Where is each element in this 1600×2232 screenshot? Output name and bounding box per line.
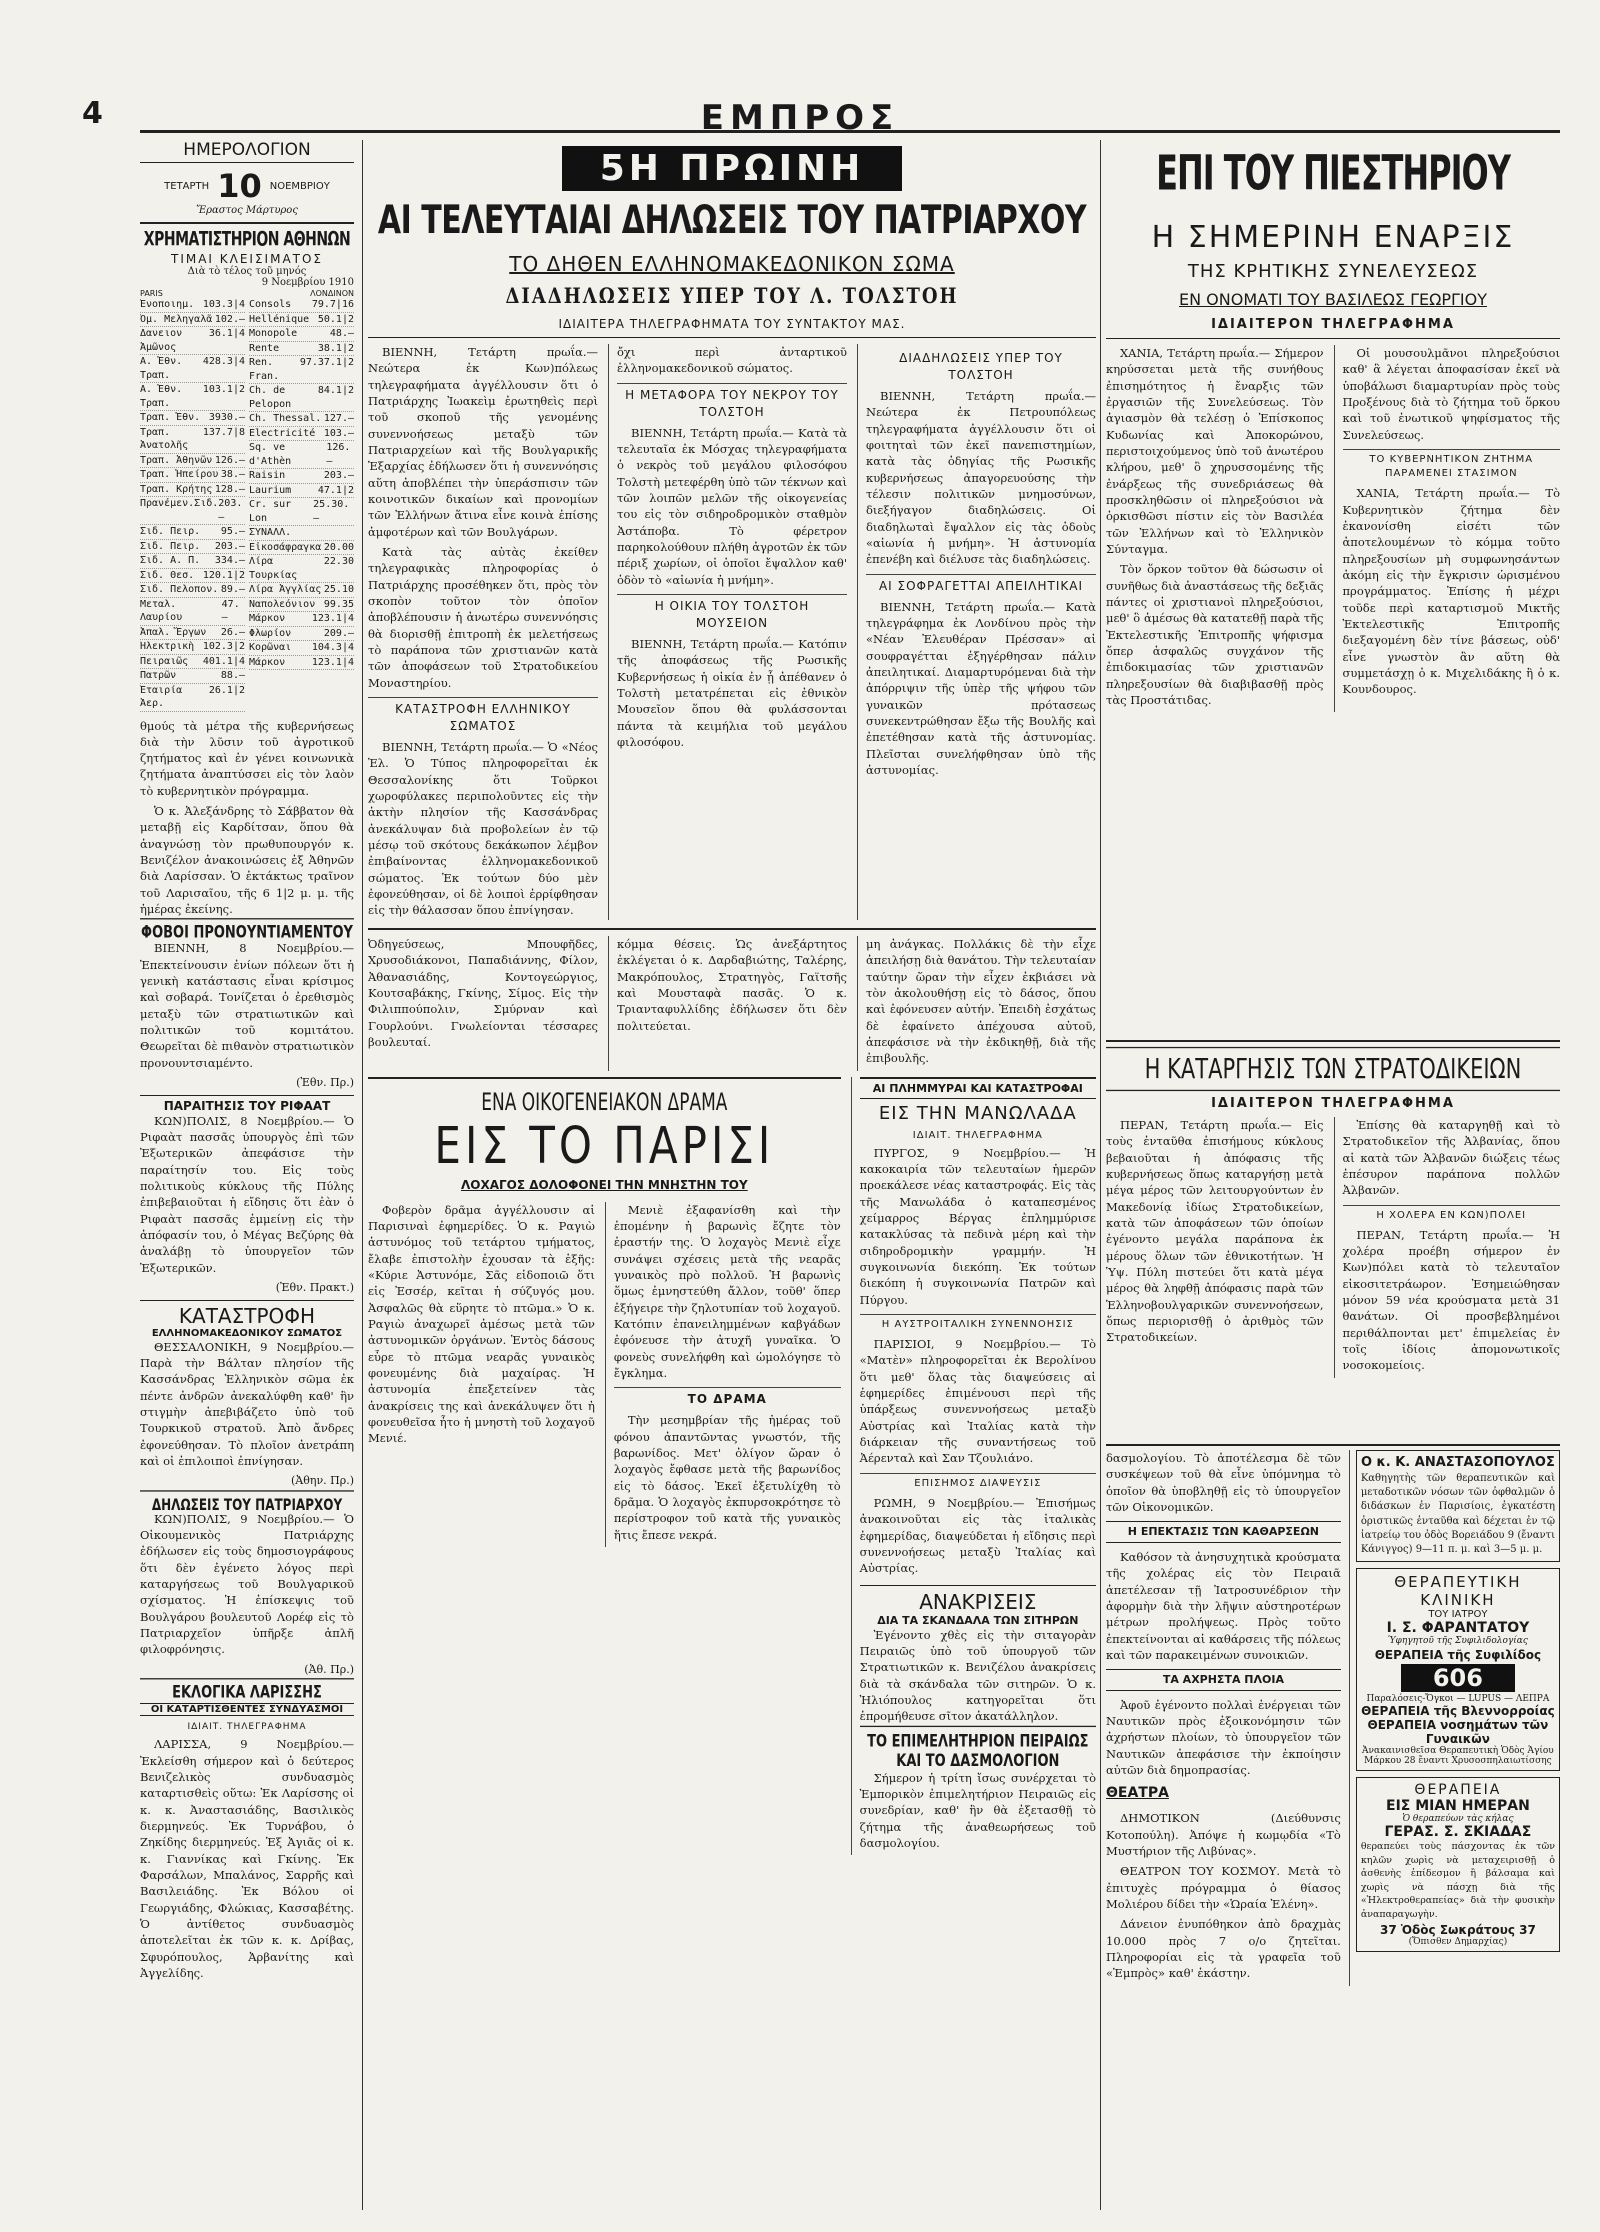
courts-telegram-label: ΙΔΙΑΙΤΕΡΟΝ ΤΗΛΕΓΡΑΦΗΜΑ	[1211, 1096, 1455, 1111]
exchange-security-price: 103.—	[323, 427, 354, 439]
exchange-security-name: Μάρκον	[249, 613, 286, 624]
exchange-security-name: Ἑταιρία Ἀερ.	[140, 684, 183, 709]
article-paragraph: ΔΗΜΟΤΙΚΟΝ (Διεύθυνσις Κοτοπούλη). Ἀπόψε ἡ κωμῳδία «Τὸ Μυστήριον τῆς Λιβύνας».	[1106, 1811, 1341, 1858]
front-deck: ΤΟ ΔΗΘΕΝ ΕΛΛΗΝΟΜΑΚΕΔΟΝΙΚΟΝ ΣΩΜΑ	[509, 252, 955, 276]
article-paragraph: θμούς τὰ μέτρα τῆς κυβερνήσεως διὰ τὴν λῦσιν τοῦ ἀγροτικοῦ ζητήματος καὶ ἐν γένει κοινωνικὰ ζητήματα ἀναπτύσσει εἰς τὸν λαὸν τὸ κυβερνητικὸν πρόγραμμα.	[140, 718, 354, 798]
ad-address: Ἀνακαινισθεῖσα Θεραπευτικὴ Ὁδὸς Ἁγίου Μάρκου 28 ἔναντι Χρυσοσπηλαιωτίσσης	[1362, 1746, 1554, 1767]
front-note: ΙΔΙΑΙΤΕΡΑ ΤΗΛΕΓΡΑΦΗΜΑΤΑ ΤΟΥ ΣΥΝΤΑΚΤΟΥ ΜΑΣ.	[368, 317, 1096, 338]
front-col-2	[608, 344, 847, 920]
lower-strip-mid	[608, 936, 847, 1071]
article-paragraph: ΘΕΣΣΑΛΟΝΙΚΗ, 9 Νοεμβρίου.— Παρὰ τὴν Βάλταν πλησίον τῆς Κασσάνδρας Ἑλληνικὸν σῶμα ἐκ πέντε ἀνδρῶν ἀνεκαλύφθη καθ' ἣν στιγμὴν ἀπεβιβάζετο ὑπὸ τοῦ Τουρκικοῦ στρατοῦ. Ἀπὸ ἄνδρες ἐφονεύθησαν. Τὸ πλοῖον ἀνετράπη καὶ οἱ ἐπιλοιποὶ ἐπνίγησαν.	[140, 1339, 354, 1468]
crete-title: ΕΠΙ ΤΟΥ ΠΙΕΣΤΗΡΙΟΥ	[1156, 144, 1510, 202]
exchange-row	[140, 640, 245, 655]
port-title: ΤΟ ΕΠΙΜΕΛΗΤΗΡΙΟΝ ΠΕΙΡΑΙΩΣ ΚΑΙ ΤΟ ΔΑΣΜΟΛΟΓΙΟΝ	[860, 1725, 1096, 1771]
article-paragraph: ΚΩΝ)ΠΟΛΙΣ, 8 Νοεμβρίου.— Ὁ Ριφαὰτ πασσᾶς ὑπουργὸς ἐπὶ τῶν Ἐξωτερικῶν ἀπεφάσισε τὴν παραίτησίν του. Εἰς τοὺς πολιτικοὺς κύκλους τῆς Πύλης ἐπιβεβαιοῦται ἡ εἴδησις ὅτι ἐὰν ὁ Ριφαὰτ πασσᾶς ἐμμείνῃ εἰς τὴν ἀπόφασίν του, ὁ Μέγας Βεζύρης θὰ ἀναλάβῃ τὸ ὑπουργεῖον τῶν Ἐξωτερικῶν.	[140, 1113, 354, 1275]
ad-line: ΘΕΡΑΠΕΙΑ τῆς Συφιλίδος	[1374, 1648, 1542, 1663]
article-paragraph: ΡΩΜΗ, 9 Νοεμβρίου.— Ἐπισήμως ἀνακοινοῦται εἰς τὰς ἰταλικὰς ἐφημερίδας, διαψεύδεται ἡ εἴδησις περὶ συνεννοήσεως μεταξὺ Ἰταλίας καὶ Αὐστρίας.	[859, 1495, 1096, 1576]
article-paragraph: ΘΕΑΤΡΟΝ ΤΟΥ ΚΟΣΜΟΥ. Μετὰ τὸ ἐπιτυχὲς πρόγραμμα ὁ θίασος Μολιέρου δίδει τὴν «Ὡραία Ἑλένη».	[1106, 1864, 1341, 1911]
article-paragraph: Ἀφοῦ ἐγένοντο πολλαὶ ἐνέργειαι τῶν Ναυτικῶν πρὸς ἐξοικονόμησιν τῶν ἀχρήστων πλοίων, τὸ ὑπουργεῖον τῶν Ναυτικῶν ἀπεφάσισε τὴν ἐκποίησιν αὐτῶν διὰ δημοπρασίας.	[1106, 1697, 1341, 1778]
exchange-security-name: Δανειον Ἀμῶνος	[140, 328, 183, 353]
calendar-month: ΝΟΕΜΒΡΙΟΥ	[269, 180, 330, 192]
article-subheading: Η ΟΙΚΙΑ ΤΟΥ ΤΟΛΣΤΟΗ ΜΟΥΣΕΙΟΝ	[617, 594, 847, 632]
exchange-row	[249, 583, 354, 598]
exchange-security-price: 38.—	[220, 469, 245, 480]
ad-address: 37 Ὁδὸς Σωκράτους 37	[1379, 1923, 1536, 1938]
article-subheading: ΑΙ ΣΟΦΡΑΓΕΤΤΑΙ ΑΠΕΙΛΗΤΙΚΑΙ	[866, 574, 1096, 595]
lower-strip	[368, 936, 1096, 1071]
right-lower-ads	[1349, 1450, 1560, 1986]
section-rule	[1106, 1040, 1560, 1042]
drama-col-1	[368, 1202, 595, 1547]
exchange-security-name: Hellénique	[249, 313, 310, 325]
exchange-security-price: 102.—	[214, 313, 245, 325]
section-title: ΕΚΛΟΓΙΚΑ ΛΑΡΙΣΣΗΣ	[140, 1679, 354, 1704]
floods-title: ΑΙ ΠΛΗΜΜΥΡΑΙ ΚΑΙ ΚΑΤΑΣΤΡΟΦΑΙ	[860, 1077, 1096, 1099]
exchange-row	[140, 426, 245, 454]
section-title: ΤΑ ΑΧΡΗΣΤΑ ΠΛΟΙΑ	[1106, 1669, 1341, 1691]
inquiry-body	[860, 1627, 1096, 1725]
exchange-security-name: Πρανέμεν.Σιδ.	[140, 498, 219, 509]
telegram-label: ΙΔΙΑΙΤ. ΤΗΛΕΓΡΑΦΗΜΑ	[912, 1129, 1043, 1141]
courts-col-2	[1334, 1117, 1561, 1378]
exchange-row	[140, 411, 245, 426]
exchange-security-name: Φλωρίον	[249, 627, 292, 639]
exchange-subtitle: ΤΙΜΑΙ ΚΛΕΙΣΙΜΑΤΟΣ	[170, 252, 324, 266]
ad-line: Παραλόσεις-Ὄγκοι — LUPUS — ΛΕΠΡΑ	[1366, 1694, 1550, 1705]
exchange-security-price: 401.1|4	[202, 655, 245, 667]
exchange-row	[140, 669, 245, 684]
exchange-row	[140, 569, 245, 584]
exchange-security-price: 203.—	[214, 540, 245, 552]
exchange-row	[140, 454, 245, 469]
article-paragraph: ΒΙΕΝΝΗ, Τετάρτη πρωΐα.— Κατὰ τὰ τελευταῖα ἐκ Μόσχας τηλεγραφήματα ὁ νεκρὸς τοῦ μεγάλου φιλοσόφου Τολστὴ μετεφέρθη ὑπὸ τῶν τέκνων καὶ τῶν λοιπῶν μελῶν τῆς οἰκογενείας του εἰς τὸν σιδηροδρομικὸν σταθμὸν Ἀστάποβα. Τὸ φέρετρον παρηκολούθουν πλήθη ἀγροτῶν ἐκ τῶν πέριξ χωρίων, οἱ ὁποῖοι ἔψαλλον καθ' ὁδὸν τὸ «αἰωνία ἡ μνήμη».	[617, 425, 847, 587]
exchange-security-price: 103.1|2	[202, 384, 245, 395]
section-title: ΚΑΤΑΣΤΡΟΦΗ	[140, 1300, 354, 1328]
exchange-security-price: 47.1|2	[317, 484, 354, 496]
exchange-row	[249, 598, 354, 613]
exchange-security-price: 120.1|2	[202, 569, 245, 581]
exchange-security-price: 137.7|8	[202, 426, 245, 438]
ad-address-note: (Ὄπισθεν Δημαρχίας)	[1408, 1937, 1508, 1948]
exchange-security-name: Rente	[249, 342, 280, 354]
exchange-row	[249, 555, 354, 583]
exchange-security-price: 103.3|4	[202, 299, 245, 310]
ad-sub: ΤΟΥ ΙΑΤΡΟΥ	[1428, 1609, 1488, 1621]
article-paragraph: Ἐγένοντο χθὲς εἰς τὴν σιταγορὰν Πειραιῶς ὑπὸ τοῦ ὑπουργοῦ τῶν Στρατιωτικῶν κ. Βενιζέλου ἀνακρίσεις διὰ τὰ σκάνδαλα τῶν σιτηρῶν. Ὁ κ. Ἠλιόπουλος κατηγορεῖται ὅτι ἐπρομήθευσε σῖτον ἀκατάλληλον.	[859, 1627, 1096, 1724]
exchange-row	[249, 656, 354, 671]
drama-kicker: ΕΝΑ ΟΙΚΟΓΕΝΕΙΑΚΟΝ ΔΡΑΜΑ	[481, 1088, 728, 1117]
exchange-row	[249, 356, 354, 384]
right-lower-news	[1106, 1450, 1341, 1986]
article-paragraph: μη ἀνάγκας. Πολλάκις δὲ τὴν εἶχε ἀπειλήσῃ διὰ θανάτου. Τὴν τελευταίαν ταύτην ὥραν τὴν εἶχεν ἐκβιάσει νὰ τὸν ἀκολουθήσῃ εἰς τὸ δάσος, ὅπου καὶ ἐφόνευσεν αὐτήν. Ἐπειδὴ ἐσχάτως δὲ ἐφαίνετο ἀπέχουσα αὐτοῦ, ἀπεφάσισε νὰ τὴν ἐκδικηθῇ, διὰ τῆς ἐπιβουλῆς.	[866, 937, 1096, 1066]
exchange-security-price: 104.3|4	[311, 642, 354, 653]
ad-clinic	[1356, 1568, 1560, 1771]
ad-spec: Ὁ θεραπεύων τὰς κήλας	[1402, 1814, 1514, 1825]
article-paragraph: ΠΑΡΙΣΙΟΙ, 9 Νοεμβρίου.— Τὸ «Ματὲν» πληροφορεῖται ἐκ Βερολίνου ὅτι μεθ' ὅλας τὰς διαψεύσεις αἱ ἐφημερίδες ἐπιμένουσι περὶ τῆς ὑπάρξεως συνεννοήσεως μεταξὺ Αὐστρίας καὶ Ἰταλίας κατὰ τὴν διάρκειαν τῆς συναντήσεως τοῦ Ἀέρενταλ καὶ Σαν Τζουλιάνο.	[859, 1337, 1096, 1466]
ad-spec: Ὑφηγητοῦ τῆς Συφιλιδολογίας	[1387, 1636, 1528, 1647]
article-paragraph: Ὀδηγεύσεως, Μπουφῆδες, Χρυσοδιάκονοι, Παπαδιάννης, Φίλον, Ἀθανασιάδης, Κοντογεώργιος, Κουτσαβάκης, Γκίνης, Σίμος. Εἰς τὴν Φιλιππούπολιν, Σμύρναν καὶ Γουρλούνι. Γνωλείονται τέσσαρες βουλευταί.	[368, 937, 598, 1049]
exchange-security-price: 203.—	[323, 470, 354, 481]
exchange-security-price: 25.30.—	[313, 499, 350, 524]
section-subtitle: ΟΙ ΚΑΤΑΡΤΙΣΘΕΝΤΕΣ ΣΥΝΔΥΑΣΜΟΙ	[140, 1703, 354, 1716]
exchange-security-price: 428.3|4	[202, 356, 245, 367]
exchange-row	[249, 612, 354, 627]
exchange-row	[249, 342, 354, 357]
exchange-security-name: Ὁμ. Μεληγαλᾶ	[140, 313, 213, 325]
exchange-row	[140, 483, 245, 498]
exchange-security-name: Σιδ. Πελοπον.	[140, 584, 219, 595]
exchange-security-name: Τραπ. Ἐθν.	[140, 412, 201, 423]
exchange-row	[140, 554, 245, 569]
exchange-security-price: 95.—	[220, 526, 245, 537]
exchange-security-name: Ἀπαλ. Ἔργων	[140, 626, 207, 638]
exchange-security-name: Λίρα Τουρκίας	[249, 556, 298, 581]
article-paragraph: ΚΩΝ)ΠΟΛΙΣ, 9 Νοεμβρίου.— Ὁ Οἰκουμενικὸς Πατριάρχης ἐδήλωσεν εἰς τοὺς δημοσιογράφους ὅτι δὲν ἐγένετο λόγος περὶ καταργήσεως τοῦ Βουλγαρικοῦ σχίσματος. Ἡ ἐπίσκεψις τοῦ Βουλγάρου βουλευτοῦ Λορέφ εἰς τὸ Πατριαρχεῖον ὑπῆρξε ἁπλῆ φιλοφρόνησις.	[140, 1511, 354, 1657]
article-paragraph: ΧΑΝΙΑ, Τετάρτη πρωΐα.— Σήμερον κηρύσσεται μετὰ τῆς συνήθους ἐπισημότητος ἡ ἔναρξις τῶν ἐργασιῶν τῆς Συνελεύσεως. Τὸν ἁγιασμὸν θὰ τελέσῃ ὁ Ἐπίσκοπος Κυδωνίας καὶ Ἀποκορώνου, περιστοιχούμενος ὑπὸ τοῦ ἀνωτέρου κλήρου, μεθ' ὃ χηρυσσομένης τῆς ἐνάρξεως τῆς συνεδριάσεως θὰ προσκληθῶσιν οἱ πληρεξούσιοι νὰ ὁρκισθῶσι πίστιν εἰς τὸν Βασιλέα τῶν Ἑλλήνων καὶ τὸ Ἑλληνικὸν Σύνταγμα.	[1106, 346, 1324, 556]
exchange-row	[140, 598, 245, 626]
article-paragraph: Καθόσον τὰ ἀνησυχητικὰ κρούσματα τῆς χολέρας εἰς τὸν Πειραιᾶ ἀπετέλεσαν τῇ Ἰατροσυνέδριον τὴν ἀφορμὴν διὰ τὴν λῆψιν αὐστηροτέρων μέτρων προλήψεως. Πρὸς τοῦτο ἐπεκτείνονται αἱ καθάρσεις τῆς πόλεως καὶ τῶν παρακειμένων συνοικιῶν.	[1106, 1549, 1341, 1662]
calendar-weekday: ΤΕΤΑΡΤΗ	[164, 180, 210, 192]
calendar-title: ΗΜΕΡΟΛΟΓΙΟΝ	[140, 140, 354, 163]
article-paragraph: κόμμα θέσεις. Ὡς ἀνεξάρτητος ἐκλέγεται ὁ κ. Δαρδαβιώτης, Ταλέρης, Μακρόπουλος, Στρατηγὸς, Γαϊτσῆς καὶ Μουσταφὰ πασᾶς. Ὁ κ. Τριανταφυλλίδης ἐδήλωσεν ὅτι δὲν πολιτεύεται.	[617, 937, 847, 1033]
article-paragraph: Ἐπίσης θὰ καταργηθῇ καὶ τὸ Στρατοδικεῖον τῆς Ἀλβανίας, ὅπου αἱ κατὰ τῶν Ἀλβανῶν διώξεις τέως ἐπέσυρον παράπονα πολλῶν Ἀλβανῶν.	[1342, 1118, 1560, 1198]
calendar-day: 10	[217, 167, 262, 205]
exchange-security-price: 3930.—	[208, 412, 245, 423]
exchange-paris: ΛΟΝΔΙΝΟΝ	[310, 289, 354, 298]
exchange-row	[249, 384, 354, 412]
left-column	[140, 140, 354, 2210]
exchange-row	[249, 541, 354, 556]
ad-sub: ΕΙΣ ΜΙΑΝ ΗΜΕΡΑΝ	[1386, 1798, 1530, 1815]
exchange-security-name: Τραπ. Κρήτης	[140, 483, 213, 495]
exchange-left-column	[140, 298, 245, 712]
exchange-security-price: 84.1|2	[317, 385, 354, 396]
article-paragraph: Τὴν μεσημβρίαν τῆς ἡμέρας τοῦ φόνου ἀπαντῶντας γνωστόν, τῆς βαρωνίδος. Μετ' ὀλίγον ὥραν ὁ λοχαγὸς ἔφθασε μετὰ τῆς βαρωνίδος εἰς τὸ δάσος. Ἐκεῖ ἐξετυλίχθη τὸ δρᾶμα. Ὁ λοχαγὸς ἐκπυρσοκρότησε τὸ περίστροφον τοῦ κατὰ τῆς γυναικὸς ἥτις ἔπεσε νεκρά.	[613, 1413, 841, 1542]
exchange-security-name: Monopole	[249, 328, 298, 339]
exchange-row	[249, 627, 354, 642]
exchange-row	[140, 525, 245, 540]
exchange-security-name: Ch. de Pelopon	[249, 385, 292, 410]
exchange-security-name: Cr. sur Lon	[249, 499, 292, 524]
inquiry-title: ΑΝΑΚΡΙΣΕΙΣ	[860, 1585, 1096, 1614]
theatre-title: ΘΕΑΤΡΑ	[1106, 1785, 1169, 1802]
exchange-security-name: Πειραιῶς	[140, 655, 189, 667]
exchange-security-name: Ch. Thessal.	[249, 413, 322, 424]
courts-title: Η ΚΑΤΑΡΓΗΣΙΣ ΤΩΝ ΣΤΡΑΤΟΔΙΚΕΙΩΝ	[1106, 1047, 1560, 1091]
front-deck-2: ΔΙΑΔΗΛΩΣΕΙΣ ΥΠΕΡ ΤΟΥ Λ. ΤΟΛΣΤΟΗ	[505, 283, 959, 310]
exchange-row	[140, 626, 245, 641]
article-paragraph: Φοβερὸν δρᾶμα ἀγγέλλουσιν αἱ Παρισιναὶ ἐφημερίδες. Ὁ κ. Ραγιὼ ἀστυνόμος τοῦ τετάρτου τμήματος, ἔλαβε ἐπιστολὴν ἐχουσαν τὰ ἑξῆς: «Κύριε Ἀστυνόμε, Σᾶς εἰδοποιῶ ὅτι εἰς Ἐσσέρ, κεῖται ἡ σύζυγός μου. Ἀσφαλῶς θὰ εὕρητε τὸ πτῶμα.» Ὁ κ. Ραγιὼ ἀναχωρεῖ ἀμέσως μετὰ τῶν ἀστυνομικῶν ὀργάνων. Ἐντὸς δάσους εὗρε τὸ πτῶμα νεαρᾶς γυναικὸς φονευμένης διὰ μαχαίρας. Ἡ ἀστυνομία ἐπεξετείνεν τὰς ἀνακρίσεις της καὶ ἀνεκάλυψεν ὅτι ἡ φονευθεῖσα ἦτο ἡ μνηστὴ τοῦ λοχαγοῦ Μενιέ.	[368, 1202, 595, 1446]
article-paragraph: ΒΙΕΝΝΗ, Τετάρτη πρωΐα.— Νεώτερα ἐκ Πετρουπόλεως τηλεγραφήματα ἀγγέλλουσιν ὅτι οἱ φοιτηταὶ τῶν ἐκεῖ πανεπιστημίων, κατὰ τὰς ὁδηγίας τῆς Ρωσικῆς κυβερνήσεως ἀπαγορευούσης τὴν τέλεσιν πολιτικῶν μνημοσύνων, διεξήγαγον διαδηλώσεις. Οἱ διαδηλωταὶ ἔψαλλον εἰς τὰς ὁδοὺς «αἰωνία ἡ μνήμη». Ἡ ἀστυνομία ἐπενέβη καὶ διέλυσε τὰς διαδηλώσεις.	[866, 389, 1096, 567]
exchange-row	[140, 655, 245, 670]
exchange-right-column	[249, 298, 354, 712]
exchange-title: ΧΡΗΜΑΤΙΣΤΗΡΙΟΝ ΑΘΗΝΩΝ	[143, 228, 351, 252]
exchange-row	[249, 298, 354, 313]
exchange-security-name: Ἐνοποιημ.	[140, 299, 195, 310]
exchange-row	[249, 498, 354, 526]
page-number: 4	[82, 96, 103, 131]
article-paragraph: Σήμερον ἡ τρίτη ἴσως συνέρχεται τὸ Ἐμπορικὸν ἐπιμελητήριον Πειραιῶς εἰς συνεδρίαν, καθ' ἣν θὰ ἐξετασθῇ τὸ ζήτημα τῆς ἀναθεωρήσεως τοῦ δασμολογίου.	[859, 1770, 1096, 1850]
exchange-security-name: Electricité	[249, 427, 316, 439]
crete-headline: Η ΣΗΜΕΡΙΝΗ ΕΝΑΡΞΙΣ	[1151, 220, 1515, 255]
exchange-security-price: 50.1|2	[317, 313, 354, 325]
exchange-security-price: 128.—	[214, 483, 245, 495]
left-article-2	[140, 1113, 354, 1296]
ad-title: ΘΕΡΑΠΕΙΑ	[1414, 1782, 1502, 1799]
right-lower	[1106, 1450, 1560, 2210]
crete-news	[1106, 140, 1560, 940]
exchange-security-name: Ren. Fran.	[249, 357, 280, 382]
exchange-row	[140, 540, 245, 555]
article-paragraph: ΒΙΕΝΝΗ, 8 Νοεμβρίου.— Ἐπεκτείνουσιν ἐνίων πόλεων ὅτι ἡ γενικὴ κατάστασις εἶναι κρίσιμος καὶ σοβαρά. Τονίζεται ὁ ἐρεθισμὸς μεταξὺ τῶν στρατιωτικῶν καὶ πολιτικῶν τοῦ κομιτάτου. Θεωρεῖται δὲ πιθανὸν στρατιωτικὸν προνουντσιαμέντο.	[140, 941, 354, 1070]
front-news	[368, 140, 1096, 920]
section-title: ΔΗΛΩΣΕΙΣ ΤΟΥ ΠΑΤΡΙΑΡΧΟΥ	[140, 1490, 354, 1513]
ad-title: Ο κ. Κ. ΑΝΑΣΤΑΣΟΠΟΥΛΟΣ	[1360, 1455, 1555, 1470]
exchange-security-price: 99.35	[323, 598, 354, 610]
exchange-security-name: Laurium	[249, 484, 292, 496]
article-paragraph: ΠΕΡΑΝ, Τετάρτη πρωΐα.— Ἡ χολέρα προέβη σήμερον ἐν Κων)πόλει κατὰ τὸ τελευταῖον εἰκοσιτετράωρον. Ἐσημειώθησαν μόνον 59 νέα κρούσματα μετὰ 31 θανάτων. Οἱ προσβεβλημένοι περιθάλπονται μετ' ἐπιμελείας ἐν τοῖς ἰδίοις ἀπομονωτικοῖς νοσοκομείοις.	[1342, 1227, 1560, 1373]
lower-strip-right	[857, 936, 1096, 1071]
article-subheading: ΚΑΤΑΣΤΡΟΦΗ ΕΛΛΗΝΙΚΟΥ ΣΩΜΑΤΟΣ	[368, 697, 598, 735]
exchange-row	[140, 327, 245, 355]
exchange-row	[249, 441, 354, 469]
article-source: (Ἀθην. Πρ.)	[291, 1474, 354, 1488]
drama-header	[368, 1077, 841, 1192]
exchange-security-price: 203.—	[218, 498, 243, 523]
article-subheading: Η ΑΥΣΤΡΟΙΤΑΛΙΚΗ ΣΥΝΕΝΝΟΗΣΙΣ	[860, 1314, 1096, 1332]
exchange-security-name: Τραπ. Ἠπείρου	[140, 469, 219, 480]
article-paragraph: ὄχι περὶ ἀνταρτικοῦ ἑλληνομακεδονικοῦ σώματος.	[617, 345, 847, 376]
exchange-security-name: Raisin	[249, 470, 286, 481]
exchange-security-name: Εἰκοσάφραγκα	[249, 541, 322, 553]
exchange-security-price: 123.1|4	[311, 656, 354, 668]
column-divider	[362, 140, 363, 2210]
crete-deck: ΤΗΣ ΚΡΗΤΙΚΗΣ ΣΥΝΕΛΕΥΣΕΩΣ	[1187, 261, 1479, 282]
courts-news	[1106, 1046, 1560, 1436]
exchange-security-price: 26.1|2	[208, 684, 245, 696]
exchange-row	[249, 412, 354, 427]
front-kicker: 5Η ΠΡΩΙΝΗ	[562, 146, 902, 191]
drama-headline: ΕΙΣ ΤΟ ΠΑΡΙΣΙ	[434, 1115, 775, 1175]
ad-number: 606	[1401, 1664, 1515, 1692]
article-paragraph: Οἱ μουσουλμᾶνοι πληρεξούσιοι καθ' ἃ λέγεται ἀποφασίσαν ἐκεῖ νὰ ὑποβάλωσι διαμαρτυρίαν πρὸς τοὺς Προξένους διὰ τὸ ζήτημα τοῦ ὅρκου καὶ τοῦ ἐνωτικοῦ ψηφίσματος τῆς Συνελεύσεως.	[1342, 346, 1560, 442]
article-paragraph: ΒΙΕΝΝΗ, Τετάρτη πρωΐα.— Κατὰ τηλεγράφημα ἐκ Λονδίνου πρὸς τὴν «Νέαν Ἐλευθέραν Πρέσσαν» αἱ σουφραγέτται ἐξηγέρθησαν πάλιν ἀπειλητικαί. Διαμαρτυρόμεναι διὰ τὴν ἀπόρριψιν τῆς ὑπὲρ τῆς ψήφου τῶν γυναικῶν πρότασεως συνεκεντρώθησαν ἔξω τῆς Βουλῆς καὶ ἐπετέθησαν κατὰ τῆς ἀστυνομίας. Πλεῖσται συνελήφθησαν ὑπὸ τῆς ἀστυνομίας.	[866, 599, 1096, 777]
ad-name: ΓΕΡΑΣ. Σ. ΣΚΙΑΔΑΣ	[1384, 1824, 1532, 1841]
article-source: (Ἀθ. Πρ.)	[304, 1662, 354, 1676]
article-paragraph: ΒΙΕΝΝΗ, Τετάρτη πρωΐα.— Ὁ «Νέος Ἐλ. Ὁ Τύπος πληροφορεῖται ἐκ Θεσσαλονίκης ὅτι Τοῦρκοι χωροφύλακες περιπολοῦντες εἰς τὴν ἀκτὴν πλησίον τῆς Κασσάνδρας ἀνεκάλυψαν διὰ προβολείων ἐν τῷ μέσῳ τοῦ σκότους δεκάκωπον λέμβον ἐπιβαίνοντας ἑλληνομακεδονικοῦ σώματος. Ἐκ τούτων δύο μὲν ἐφονεύθησαν, οἱ δὲ λοιποὶ ἐρρίφθησαν εἰς τὴν θάλασσαν ὅπου ἐπνίγησαν.	[368, 739, 598, 918]
exchange-security-price: 334.—	[214, 555, 245, 566]
section-rule	[1106, 1444, 1560, 1446]
exchange-row	[140, 497, 245, 525]
exchange-security-price: 123.1|4	[311, 613, 354, 624]
right-lower-columns	[1106, 1450, 1560, 1986]
exchange-row	[249, 427, 354, 442]
article-paragraph: Μενιὲ ἐξαφανίσθη καὶ τὴν ἑπομένην ἡ βαρωνὶς ἔζητε τὸν ἐραστήν της. Ὁ λοχαγὸς Μενιὲ εἶχε συνάψει σχέσεις μετὰ τῆς νεαρᾶς γυναικὸς πρὸ πολλοῦ. Ἡ βαρωνὶς ὅμως ἐμνηστεύθη ἄλλον, τοῦθ' ὅπερ ἐξήγειρε τὴν ζηλοτυπίαν τοῦ λοχαγοῦ. Κατόπιν ἐπανειλημμένων καβγάδων ἐφόνευσε τὴν ἀτυχῆ γυναῖκα. Ὁ φονεὺς συνελήφθη καὶ ὡμολόγησε τὸ ἔγκλημα.	[613, 1202, 841, 1380]
ad-skiadas	[1356, 1777, 1560, 1952]
article-paragraph: ΒΙΕΝΝΗ, Τετάρτη πρωΐα.— Κατόπιν τῆς ἀποφάσεως τῆς Ρωσικῆς Κυβερνήσεως ἡ οἰκία ἐν ᾗ ἀπέθανεν ὁ Τολστὴ μετατρέπεται εἰς ἐθνικὸν Μουσεῖον ὅπου θὰ φυλάσσονται πάντα τὰ κειμήλια τοῦ μεγάλου φιλοσόφου.	[617, 637, 847, 750]
exchange-security-name: Ναπολεόνιον	[249, 598, 316, 610]
exchange-security-name: Σιδ. Α. Π.	[140, 555, 201, 566]
exchange-row	[249, 469, 354, 484]
exchange-security-price: 48.—	[329, 328, 354, 339]
floods-article	[851, 1077, 1096, 1856]
exchange-security-price: 88.—	[220, 670, 245, 681]
drama-columns	[368, 1202, 841, 1547]
drama-col-2	[605, 1202, 841, 1547]
exchange-security-price: 102.3|2	[202, 641, 245, 652]
exchange-security-price: 22.30	[323, 556, 354, 567]
lower-strip-left	[368, 936, 598, 1071]
article-paragraph: ΠΕΡΑΝ, Τετάρτη πρωΐα.— Εἰς τοὺς ἐνταῦθα ἐπισήμους κύκλους βεβαιοῦται ἡ ἀπόφασις τῆς κυβερνήσεως ὅπως καταργήσῃ μετὰ μέγα μέρος τῶν λειτουργούντων ἐν Μακεδονίᾳ ἰδίως Στρατοδικείων, κατὰ τῶν ἀποφάσεων τῶν ὁποίων ἐγένοντο μεγάλα παράπονα ἐκ μέρους ὅλων τῶν ἐθνικοτήτων. Ἡ Ὑψ. Πύλη πιστεύει ὅτι κατὰ μέγα μέρος θὰ ληφθῇ ἀπόφασις παρὰ τῶν Ἑλληνοβουλγαρικῶν συνεννοήσεων, ὅπως περιορισθῇ ὁ ἀριθμὸς τῶν Στρατοδικείων.	[1106, 1118, 1324, 1345]
calendar-saint: Ἔραστος Μάρτυρος	[140, 205, 354, 224]
calendar-date	[140, 167, 354, 205]
article-paragraph: Κατὰ τὰς αὐτὰς ἐκείθεν τηλεγραφικὰς πληροφορίας ὁ Πατριάρχης προσέθηκεν ὅτι, πρὸς τὸν σκοπὸν τοῦτον τὸν ὁποῖον ἀποβλέπουσιν ἡ ἀνωτέρω συνεννόησις θὰ διορισθῇ ἐπιτροπὴ ἐκ μελετήσεως τὸ παράπονα τῶν χριστιανῶν κατὰ τῶν ἀποφάσεων τοῦ Στρατοδικείου Μοναστηρίου.	[368, 544, 598, 690]
article-paragraph: ΛΑΡΙΣΣΑ, 9 Νοεμβρίου.— Ἐκλείσθη σήμερον καὶ ὁ δεύτερος Βενιζελικὸς συνδυασμὸς καταρτισθεὶς οὕτω: Ἐκ Λαρίσσης οἱ κ. κ. Ἀναστασιάδης, Βασιλικὸς διερμηνεύς. Ἐκ Τυρνάβου, ὁ Ζηκίδης διερμηνεύς. Ἐξ Ἀγιᾶς οἱ κ. κ. Γιαννίκας καὶ Γκίνης. Ἐκ Φαρσάλων, Μπαλάνος, Σαρρῆς καὶ Βασιλειάδης. Ἐκ Βόλου οἱ Γεωργιάδης, Φλώκιας, Κασσαβέτης. Ὁ ἀντίθετος συνδυασμὸς ἀποτελεῖται ἐκ τῶν κ. κ. Δρίβας, Σφυρόπουλος, Ἀρβανίτης καὶ Ἀγγελίδης.	[140, 1737, 354, 1980]
exchange-security-name: Κορῶναι	[249, 642, 292, 653]
exchange-security-name: Α. Ἐθν. Τραπ.	[140, 384, 183, 409]
exchange-row	[140, 383, 245, 411]
exchange-row	[140, 313, 245, 328]
article-paragraph: ΠΥΡΓΟΣ, 9 Νοεμβρίου.— Ἡ κακοκαιρία τῶν τελευταίων ἡμερῶν προεκάλεσε νέας καταστροφάς. Εἰς τὰς τῆς Μανωλάδα ὁ καταπεσμένος χείμαρρος Βέργας ἐπλημμύρισε κατακλύσας τὰ πεδινὰ μέρη καὶ τὴν σιδηροδρομικὴν γραμμήν. Ἡ συγκοινωνία διεκόπη. Ἐκ τούτων διεκόπη ἡ συγκοινωνία Πατρῶν καὶ Πύργου.	[859, 1145, 1096, 1307]
exchange-security-price: 97.37.1|2	[299, 357, 354, 368]
front-columns	[368, 344, 1096, 920]
article-subheading: Η ΧΟΛΕΡΑ ΕΝ ΚΩΝ)ΠΟΛΕΙ	[1343, 1205, 1561, 1223]
exchange-security-name: Σιδ. Πειρ.	[140, 540, 201, 552]
exchange-markets	[140, 289, 354, 298]
exchange-row	[249, 313, 354, 328]
article-paragraph: ΧΑΝΙΑ, Τετάρτη πρωΐα.— Τὸ Κυβερνητικὸν ζήτημα δὲν ἐκανονίσθη εἰσέτι τῶν ἀποτελουμένων τὸ κόμμα τοῦτο πληρεξουσίων μὴ συμφωνησάντων ἀκόμη εἰς τὴν ἔγκρισιν ὡρισμένου προγράμματος. Ἐπίσης ἡ μέχρι τοῦδε περὶ καταρτισμοῦ Μικτῆς Ἐκτελεστικῆς Ἐπιτροπῆς διεξαγομένη δὲν τίνε βάσεως, οὐδ' εἶνε γνωστὸν ἂν αὕτη θὰ συμμετάσχῃ ὁ κ. Μιχελιδάκης ἢ ὁ κ. Κουνδουρος.	[1342, 486, 1560, 697]
exchange-security-name: ΣΥΝΑΛΛ.	[249, 527, 292, 538]
article-subheading: Η ΜΕΤΑΦΟΡΑ ΤΟΥ ΝΕΚΡΟΥ ΤΟΥ ΤΟΛΣΤΟΗ	[617, 383, 847, 421]
front-col-1	[368, 344, 598, 920]
crete-col-2	[1334, 345, 1561, 712]
exchange-row	[140, 583, 245, 598]
left-article-5	[140, 1736, 354, 1981]
crete-col-1	[1106, 345, 1324, 712]
ad-line: ΘΕΡΑΠΕΙΑ τῆς Βλεννορροίας	[1361, 1704, 1555, 1719]
article-paragraph: Ὁ κ. Ἀλεξάνδρης τὸ Σάββατον θὰ μεταβῇ εἰς Καρδίτσαν, ὅπου θὰ ἀναγνώσῃ τὸν πρωθυπουργόν κ. Βενιζέλον ἀνακοινώσεις ἐξ Ἀθηνῶν διὰ Λαρίσσαν. Ὁ ἐκτάκτως τραῖνον τοῦ Λαρισαῖου, τῆς 6 1|2 μ. μ. τῆς ἡμέρας ἐκείνης.	[140, 804, 354, 917]
exchange-security-price: 26.—	[220, 626, 245, 638]
exchange-date: 9 Νοεμβρίου 1910	[261, 277, 354, 288]
lower-main	[368, 1077, 1096, 1856]
courts-columns	[1106, 1117, 1560, 1378]
left-article-1	[140, 940, 354, 1090]
exchange-security-name: Μάρκον	[249, 656, 286, 668]
ad-line: ΘΕΡΑΠΕΙΑ νοσημάτων τῶν Γυναικῶν	[1367, 1718, 1549, 1747]
front-col-3	[857, 344, 1096, 920]
exchange-security-price: 25.10	[323, 584, 354, 595]
exchange-security-name: Μεταλ. Λαυρίου	[140, 598, 183, 623]
column-divider	[1100, 140, 1101, 2210]
exchange-row	[249, 641, 354, 656]
article-paragraph: ΒΙΕΝΝΗ, Τετάρτη πρωΐα.— Νεώτερα ἐκ Κων)πόλεως τηλεγραφήματα ἀγγέλλουσιν ὅτι ὁ Πατριάρχης Ἰωακεὶμ ἐρωτηθεὶς περὶ τοῦ σκοποῦ τῆς γενομένης συνεννοήσεως μεταξὺ τῶν Πατριαρχείων καὶ τῆς Βουλγαρικῆς Ἐξαρχίας ἐδήλωσεν ὅτι ἡ συνεννόησις αὕτη ἀποβλέπει τὴν ὑπεράσπισιν τῶν κοινοτικῶν δικαίων καὶ προνομίων τῶν Ἑλλήνων ἅτινα εἶνε κοινὰ ἐπίσης ἀμφοτέρων καὶ τῶν Βουλγάρων.	[368, 345, 598, 539]
exchange-row	[140, 684, 245, 712]
left-article-4	[140, 1511, 354, 1678]
exchange-security-price: 209.—	[323, 627, 354, 639]
article-subheading: ΤΟ ΚΥΒΕΡΝΗΤΙΚΟΝ ΖΗΤΗΜΑ ΠΑΡΑΜΕΝΕΙ ΣΤΑΣΙΜΟΝ	[1343, 449, 1561, 481]
exchange-row	[140, 355, 245, 383]
exchange-row	[140, 298, 245, 313]
section-rule	[368, 928, 1096, 930]
ad-name: Ι. Σ. ΦΑΡΑΝΤΑΤΟΥ	[1386, 1620, 1530, 1637]
ad-body: Καθηγητὴς τῶν θεραπευτικῶν καὶ μεταδοτικῶν νόσων τῶν ὀφθαλμῶν ὁ διδάσκων ἐν Παρισίοις, ἐγκατέστη ὁριστικῶς ἐνταῦθα καὶ δέχεται ἐν τῷ ἰατρείῳ του ὁδὸς Βορειάδου 9 (ἔναντι Κάνιγγος) 9—11 π. μ. καὶ 3—5 μ. μ.	[1360, 1473, 1555, 1555]
exchange-row	[140, 468, 245, 483]
article-subheading: ΕΠΙΣΗΜΟΣ ΔΙΑΨΕΥΣΙΣ	[860, 1473, 1096, 1491]
center-lower	[368, 936, 1096, 2210]
front-headline: ΑΙ ΤΕΛΕΥΤΑΙΑΙ ΔΗΛΩΣΕΙΣ ΤΟΥ ΠΑΤΡΙΑΡΧΟΥ	[377, 197, 1087, 244]
inquiry-subtitle: ΔΙΑ ΤΑ ΣΚΑΝΔΑΛΑ ΤΩΝ ΣΙΤΗΡΩΝ	[877, 1613, 1079, 1627]
exchange-security-price: 126.—	[214, 454, 245, 466]
courts-col-1	[1106, 1117, 1324, 1378]
exchange-london: PARIS	[140, 289, 163, 298]
exchange-security-name: Λίρα Ἀγγλίας	[249, 584, 322, 595]
section-title: Η ΕΠΕΚΤΑΣΙΣ ΤΩΝ ΚΑΘΑΡΣΕΩΝ	[1106, 1521, 1341, 1543]
drama-article	[368, 1077, 841, 1856]
crete-deck-2: ΕΝ ΟΝΟΜΑΤΙ ΤΟΥ ΒΑΣΙΛΕΩΣ ΓΕΩΡΓΙΟΥ	[1179, 290, 1487, 309]
crete-telegram-label: ΙΔΙΑΙΤΕΡΟΝ ΤΗΛΕΓΡΑΦΗΜΑ	[1106, 317, 1560, 339]
section-title: ΦΟΒΟΙ ΠΡΟΝΟΥΝΤΙΑΜΕΝΤΟΥ	[140, 919, 354, 944]
section-title: ΠΑΡΑΙΤΗΣΙΣ ΤΟΥ ΡΙΦΑΑΤ	[140, 1095, 354, 1113]
ad-anastasopoulos	[1356, 1450, 1560, 1562]
section-subtitle: ΕΛΛΗΝΟΜΑΚΕΔΟΝΙΚΟΥ ΣΩΜΑΤΟΣ	[151, 1327, 343, 1339]
exchange-security-price: 89.—	[220, 584, 245, 595]
newspaper-masthead: ΕΜΠΡΟΣ	[700, 98, 900, 138]
drama-deck: ΛΟΧΑΓΟΣ ΔΟΛΟΦΟΝΕΙ ΤΗΝ ΜΝΗΣΤΗΝ ΤΟΥ	[460, 1177, 748, 1192]
exchange-security-price: 79.7|16	[311, 299, 354, 310]
article-paragraph: Δάνειον ἐνυπόθηκον ἀπὸ δραχμὰς 10.000 πρὸς 7 ο/ο ζητεῖται. Πληροφορίαι εἰς τὰ γραφεῖα τοῦ «Ἐμπρὸς» καθ' ἑκάστην.	[1106, 1917, 1341, 1981]
crete-columns	[1106, 345, 1560, 712]
exchange-security-price: 38.1|2	[317, 342, 354, 354]
left-article-3	[140, 1339, 354, 1489]
exchange-security-price: 127.—	[323, 413, 354, 424]
article-source: (Ἐθν. Πρακτ.)	[275, 1280, 354, 1294]
exchange-note: Διὰ τὸ τέλος τοῦ μηνός	[187, 266, 307, 277]
exchange-security-price: 36.1|4	[208, 328, 245, 339]
left-article-intro	[140, 718, 354, 918]
article-source: (Ἐθν. Πρ.)	[296, 1076, 354, 1090]
exchange-row	[249, 484, 354, 499]
exchange-security-name: Τραπ. Ἀνατολῆς	[140, 426, 189, 451]
exchange-security-name: Τραπ. Ἀθηνῶν	[140, 454, 213, 466]
exchange-security-name: Sq. ve d'Athèn	[249, 442, 292, 467]
exchange-row	[249, 526, 354, 541]
article-subheading: ΔΙΑΔΗΛΩΣΕΙΣ ΥΠΕΡ ΤΟΥ ΤΟΛΣΤΟΗ	[899, 351, 1063, 383]
exchange-table	[140, 298, 354, 712]
exchange-security-name: Consols	[249, 299, 292, 310]
exchange-security-name: Σιδ. Πειρ.	[140, 526, 201, 537]
exchange-security-name: Α. Ἐθν. Τραπ.	[140, 356, 183, 381]
exchange-security-price: 20.00	[323, 541, 354, 553]
article-paragraph: Τὸν ὅρκον τοῦτον θὰ δώσωσιν οἱ συνῆθως διὰ ἀναστάσεως τῆς δεξιᾶς πάντες οἱ χριστιανοὶ πληρεξούσιοι, μεθ' ὃ ἀμέσως θὰ κατατεθῇ παρὰ τῆς Ἐκτελεστικῆς Ἐπιτροπῆς ψήφισμα ὅπερ ἀσφαλῶς συγχάνον τῆς ἐπιδοκιμασίας τῶν χριστιανῶν πληρεξουσίων θὰ διαβιβασθῇ πρὸς τὰς Προστάτιδας.	[1106, 562, 1324, 707]
exchange-security-price: 126.—	[326, 442, 351, 467]
ad-body: θεραπεύει τοὺς πάσχοντας ἐκ τῶν κηλῶν χωρὶς νὰ μεταχειρισθῇ ὁ ἀσθενὴς ἐπίδεσμον ἢ βάλσαμα καὶ χωρὶς νὰ πάσχῃ διὰ τῆς «Ἠλεκτροθεραπείας» διὰ τὴν φυσικὴν ἀναπαραγωγὴν.	[1360, 1841, 1555, 1920]
port-body	[860, 1770, 1096, 1852]
exchange-row	[249, 327, 354, 342]
top-rule	[140, 130, 1560, 133]
ad-title: ΘΕΡΑΠΕΥΤΙΚΗ ΚΛΙΝΙΚΗ	[1394, 1573, 1522, 1610]
telegram-label: ΙΔΙΑΙΤ. ΤΗΛΕΓΡΑΦΗΜΑ	[187, 1722, 307, 1733]
exchange-security-price: 47.—	[221, 598, 240, 623]
article-subheading: ΤΟ ΔΡΑΜΑ	[614, 1387, 841, 1408]
floods-subtitle: ΕΙΣ ΤΗΝ ΜΑΝΩΛΑΔΑ	[878, 1102, 1077, 1124]
exchange-security-name: Πατρῶν	[140, 670, 177, 681]
article-paragraph: δασμολογίου. Τὸ ἀποτέλεσμα δὲ τῶν συσκέψεων τοῦ θὰ εἶνε ὑπόμνημα τὸ ὁποῖον θὰ ὑποβληθῇ εἰς τὸ ὑπουργεῖον τῶν Οἰκονομικῶν.	[1106, 1451, 1341, 1514]
floods-body	[860, 1145, 1096, 1577]
exchange-security-name: Ἠλεκτρικὴ	[140, 641, 195, 652]
exchange-security-name: Σιδ. Θεσ.	[140, 569, 195, 581]
